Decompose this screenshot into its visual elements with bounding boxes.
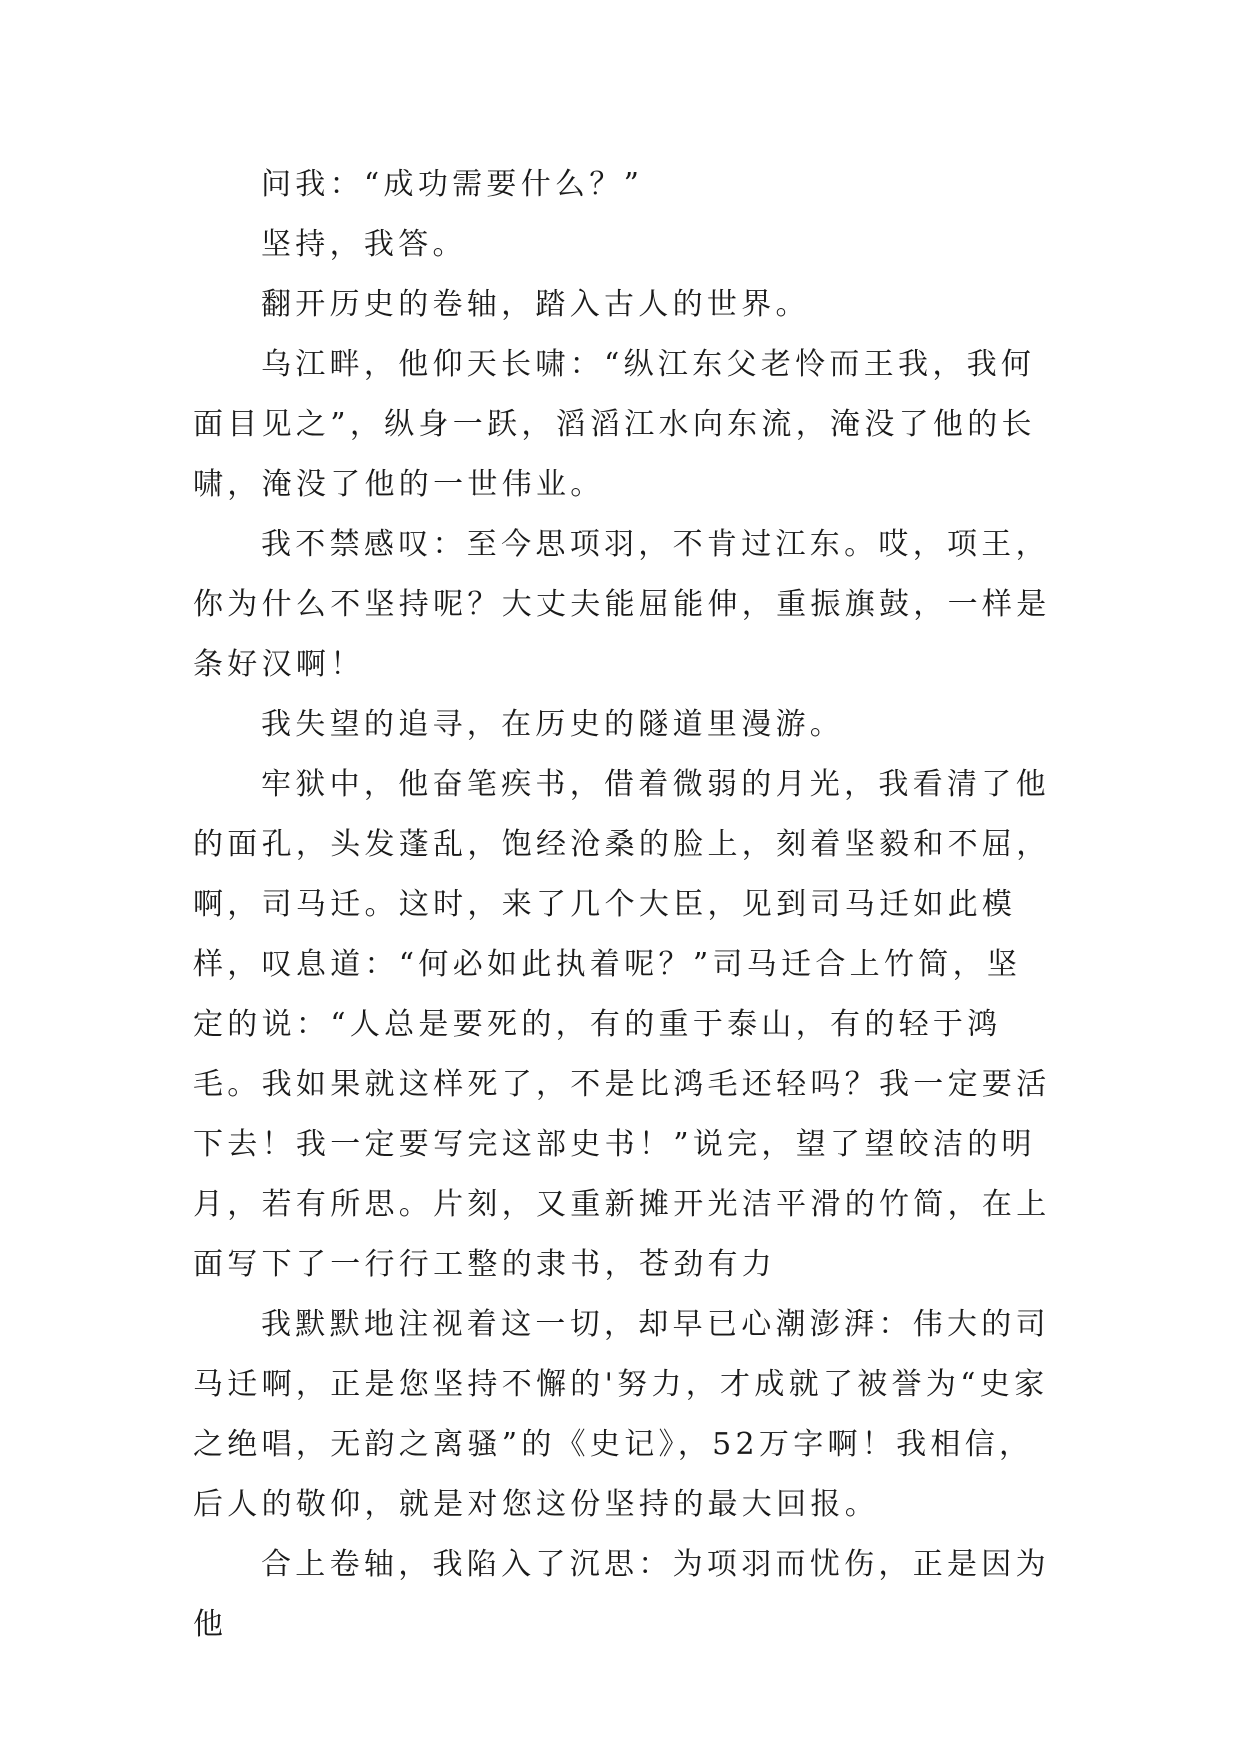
- paragraph: 我失望的追寻，在历史的隧道里漫游。: [261, 707, 845, 742]
- paragraph: 牢狱中，他奋笔疾书，借着微弱的月光，我看清了他的面孔，头发蓬乱，饱经沧桑的脸上，刻着坚毅和不屈，啊，司马迁。这时，来了几个大臣，见到司马迁如此模样，叹息道：“何必如此执着呢？”司马迁合上竹简，坚定的说：“人总是要死的，有的重于泰山，有的轻于鸿毛。我如果就这样死了，不是比鸿毛还轻吗？我一定要活下去！我一定要写完这部史书！”说完，望了望皎洁的明月，若有所思。片刻，又重新摊开光洁平滑的竹简，在上面写下了一行行工整的隶书，苍劲有力: [193, 767, 1051, 1282]
- paragraph: 翻开历史的卷轴，踏入古人的世界。: [261, 287, 810, 322]
- paragraph: 合上卷轴，我陷入了沉思：为项羽而忧伤，正是因为他: [193, 1547, 1050, 1642]
- paragraph: 我默默地注视着这一切，却早已心潮澎湃：伟大的司马迁啊，正是您坚持不懈的'努力，才成就了被誉为“史家之绝唱，无韵之离骚”的《史记》，52万字啊！我相信，后人的敬仰，就是对您这份坚持的最大回报。: [193, 1307, 1050, 1522]
- paragraph: 坚持，我答。: [261, 227, 467, 262]
- paragraph: 乌江畔，他仰天长啸：“纵江东父老怜而王我，我何面目见之”，纵身一跃，滔滔江水向东流，淹没了他的长啸，淹没了他的一世伟业。: [193, 347, 1036, 502]
- paragraph: 我不禁感叹：至今思项羽，不肯过江东。哎，项王，你为什么不坚持呢？大丈夫能屈能伸，重振旗鼓，一样是条好汉啊！: [193, 527, 1051, 682]
- document-body: [193, 155, 1055, 1655]
- paragraph: 问我：“成功需要什么？”: [261, 167, 644, 202]
